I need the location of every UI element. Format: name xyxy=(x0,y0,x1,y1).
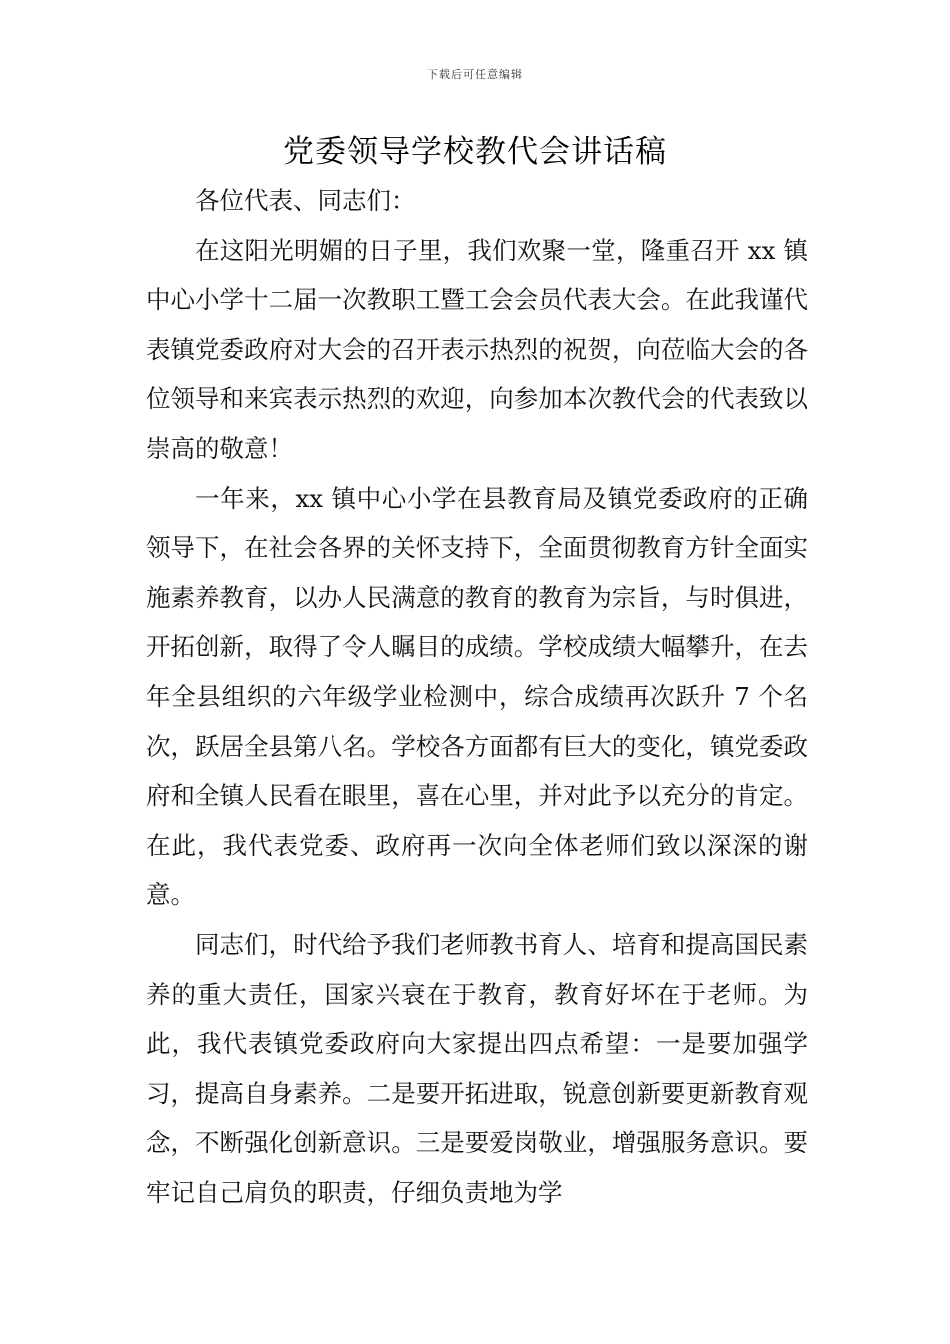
body-paragraph: 同志们，时代给予我们老师教书育人、培育和提高国民素养的重大责任，国家兴衰在于教育，教育好坏在于老师。为此，我代表镇党委政府向大家提出四点希望：一是要加强学习，提高自身素养。二是要开拓进取，锐意创新要更新教育观念，不断强化创新意识。三是要爱岗敬业，增强服务意识。要牢记自己肩负的职责，仔细负责地为学 xyxy=(146,929,808,1207)
header-note: 下载后可任意编辑 xyxy=(427,68,523,81)
body-paragraph: 一年来，xx 镇中心小学在县教育局及镇党委政府的正确领导下，在社会各界的关怀支持下，全面贯彻教育方针全面实施素养教育，以办人民满意的教育的教育为宗旨，与时俱进，开拓创新，取得了令人瞩目的成绩。学校成绩大幅攀升，在去年全县组织的六年级学业检测中，综合成绩再次跃升 7 个名次，跃居全县第八名。学校各方面都有巨大的变化，镇党委政府和全镇人民看在眼里，喜在心里，并对此予以充分的肯定。在此，我代表党委、政府再一次向全体老师们致以深深的谢意。 xyxy=(146,483,808,910)
document-body xyxy=(146,176,808,1217)
body-paragraph: 在这阳光明媚的日子里，我们欢聚一堂，隆重召开 xx 镇中心小学十二届一次教职工暨工会会员代表大会。在此我谨代表镇党委政府对大会的召开表示热烈的祝贺，向莅临大会的各位领导和来宾表示热烈的欢迎，向参加本次教代会的代表致以崇高的敬意！ xyxy=(146,235,808,463)
document-title: 党委领导学校教代会讲话稿 xyxy=(283,134,667,170)
salutation-paragraph: 各位代表、同志们： xyxy=(195,186,416,215)
